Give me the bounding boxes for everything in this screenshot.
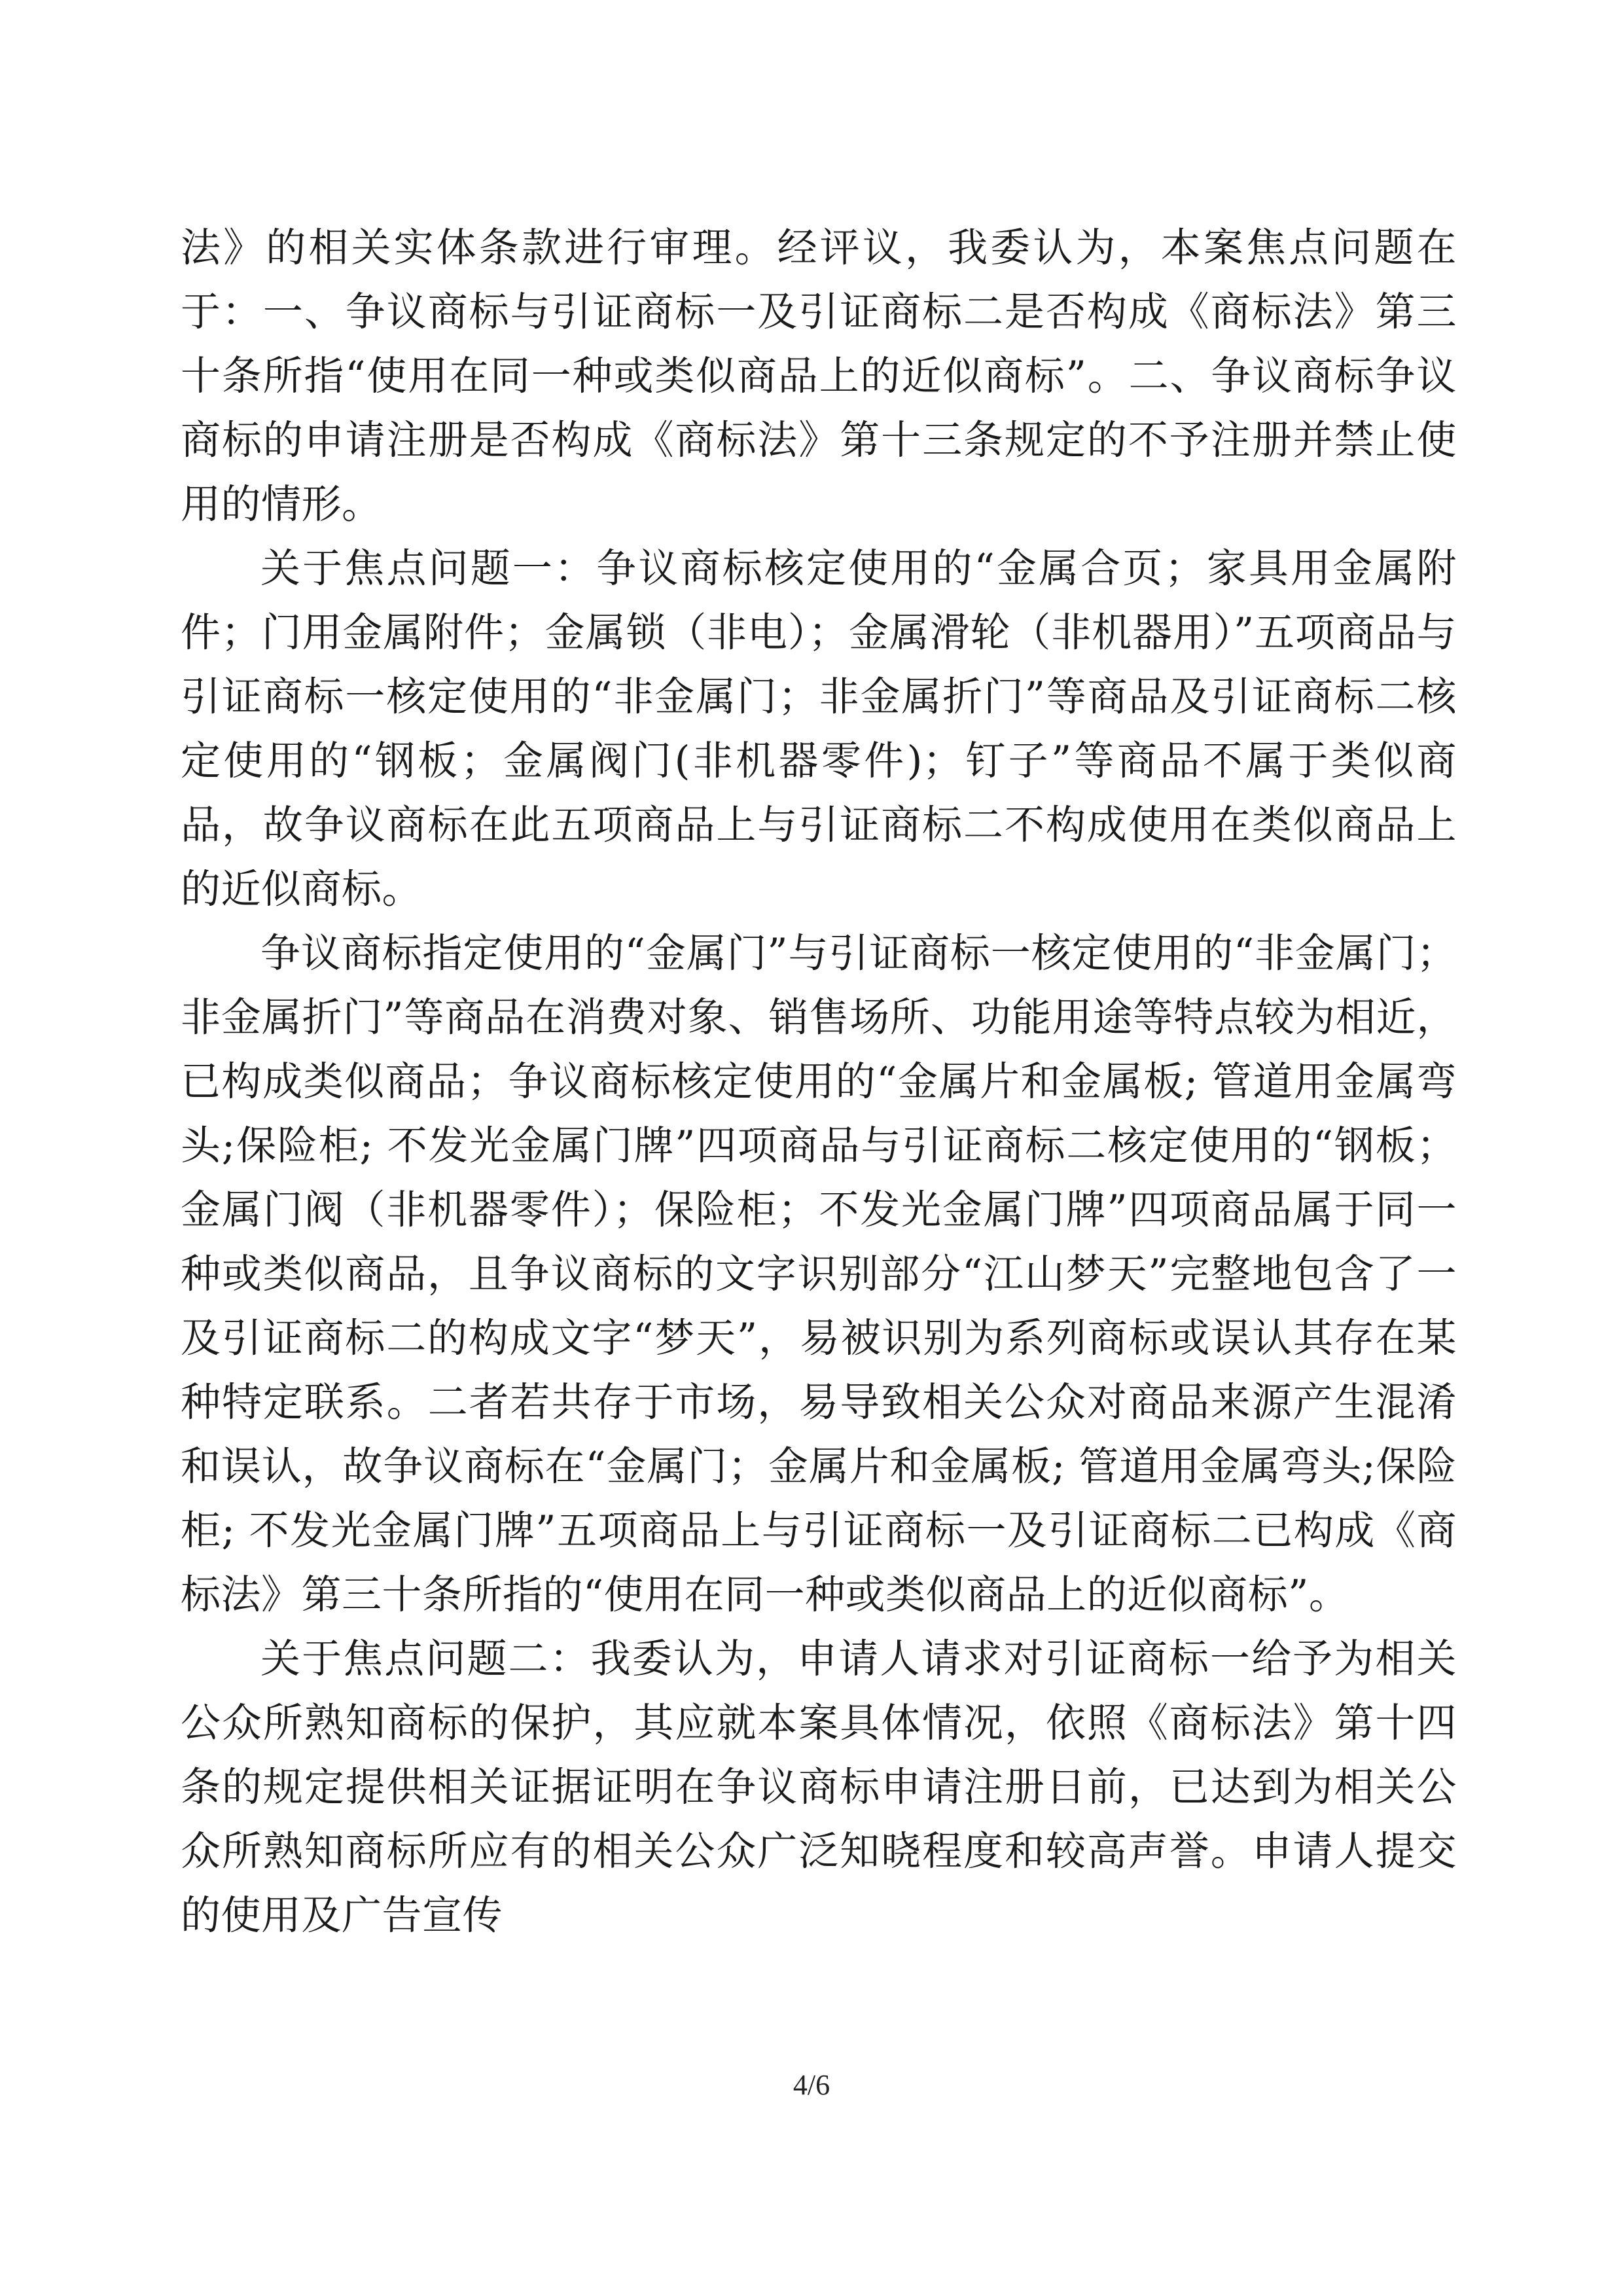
body-text — [181, 216, 1457, 1948]
page-number: 4/6 — [793, 2069, 830, 2101]
paragraph-3: 争议商标指定使用的“金属门”与引证商标一核定使用的“非金属门；非金属折门”等商品在消费对象、销售场所、功能用途等特点较为相近，已构成类似商品；争议商标核定使用的“金属片和金属板; 管道用金属弯头;保险柜; 不发光金属门牌”四项商品与引证商标二核定使用的“钢板；金属门阀（非机器零件）；保险柜；不发光金属门牌”四项商品属于同一种或类似商品，且争议商标的文字识别部分“江山梦天”完整地包含了一及引证商标二的构成文字“梦天”，易被识别为系列商标或误认其存在某种特定联系。二者若共存于市场，易导致相关公众对商品来源产生混淆和误认，故争议商标在“金属门；金属片和金属板; 管道用金属弯头;保险柜; 不发光金属门牌”五项商品上与引证商标一及引证商标二已构成《商标法》第三十条所指的“使用在同一种或类似商品上的近似商标”。 — [181, 930, 1457, 1618]
paragraph-1: 法》的相关实体条款进行审理。经评议，我委认为，本案焦点问题在于：一、争议商标与引证商标一及引证商标二是否构成《商标法》第三十条所指“使用在同一种或类似商品上的近似商标”。二、争议商标争议商标的申请注册是否构成《商标法》第十三条规定的不予注册并禁止使用的情形。 — [181, 224, 1457, 528]
paragraph-4: 关于焦点问题二：我委认为，申请人请求对引证商标一给予为相关公众所熟知商标的保护，其应就本案具体情况，依照《商标法》第十四条的规定提供相关证据证明在争议商标申请注册日前，已达到为相关公众所熟知商标所应有的相关公众广泛知晓程度和较高声誉。申请人提交的使用及广告宣传 — [181, 1636, 1457, 1939]
paragraph-2: 关于焦点问题一：争议商标核定使用的“金属合页；家具用金属附件；门用金属附件；金属锁（非电）；金属滑轮（非机器用）”五项商品与引证商标一核定使用的“非金属门；非金属折门”等商品及引证商标二核定使用的“钢板；金属阀门(非机器零件)；钉子”等商品不属于类似商品，故争议商标在此五项商品上与引证商标二不构成使用在类似商品上的近似商标。 — [181, 545, 1457, 912]
